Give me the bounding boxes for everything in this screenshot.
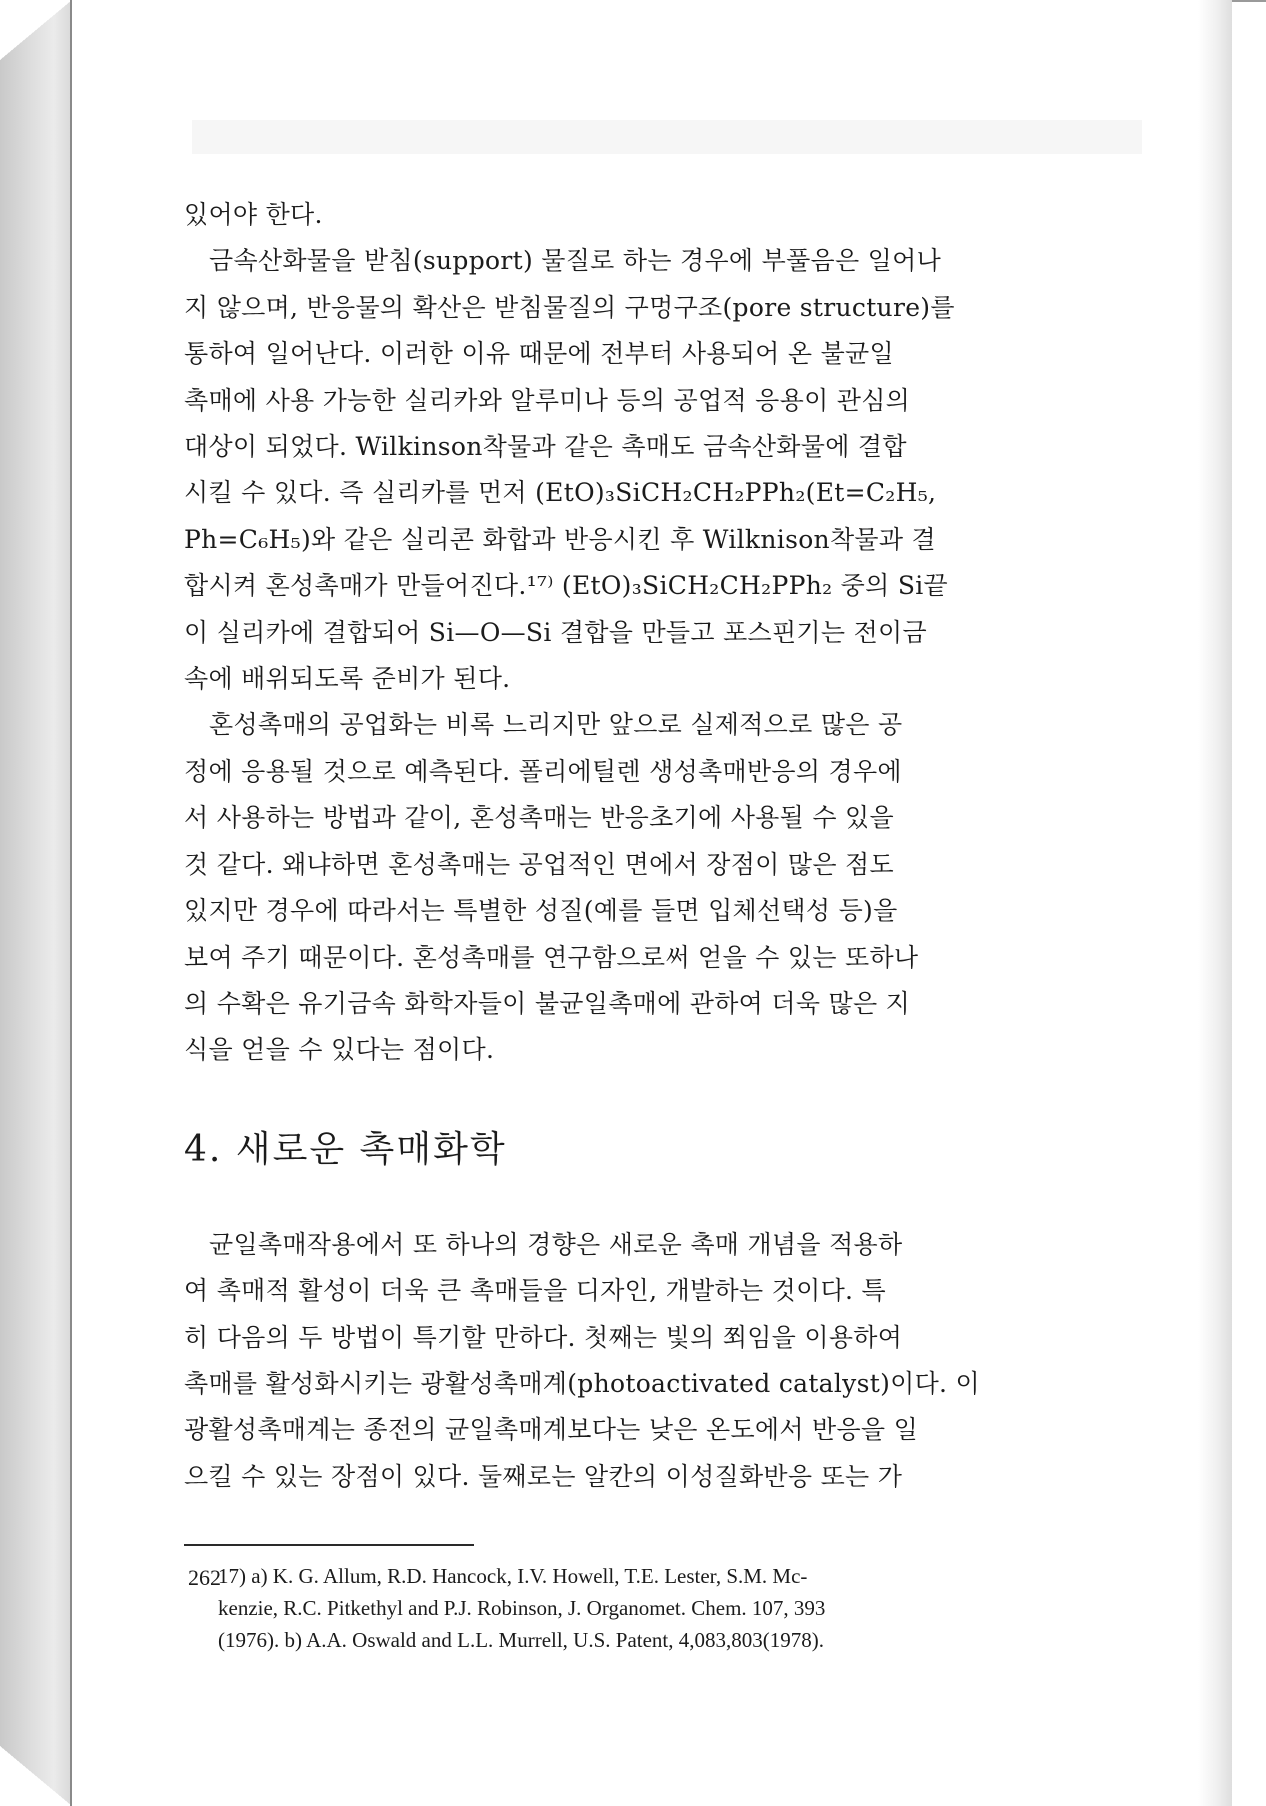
- text-line: 대상이 되었다. Wilkinson착물과 같은 촉매도 금속산화물에 결합: [184, 432, 907, 462]
- page-number: 262: [188, 1565, 221, 1590]
- text-line: 것 같다. 왜냐하면 혼성촉매는 공업적인 면에서 장점이 많은 점도: [184, 849, 894, 879]
- text-line: 보여 주기 때문이다. 혼성촉매를 연구함으로써 얻을 수 있는 또하나: [184, 942, 919, 972]
- book-edge-bottom-bevel: [0, 1746, 72, 1806]
- text-line: 의 수확은 유기금속 화학자들이 불균일촉매에 관하여 더욱 많은 지: [184, 988, 911, 1018]
- text-line: 통하여 일어난다. 이러한 이유 때문에 전부터 사용되어 온 불균일: [184, 339, 894, 369]
- book-spine-edge: [0, 0, 72, 1806]
- text-line: 지 않으며, 반응물의 확산은 받침물질의 구멍구조(pore structure)를: [184, 292, 955, 322]
- text-line: 균일촉매작용에서 또 하나의 경향은 새로운 촉매 개념을 적용하: [209, 1229, 903, 1259]
- text-line: 여 촉매적 활성이 더욱 큰 촉매들을 디자인, 개발하는 것이다. 특: [184, 1276, 886, 1306]
- text-line: 광활성촉매계는 종전의 균일촉매계보다는 낮은 온도에서 반응을 일: [184, 1415, 919, 1445]
- text-line: 이 실리카에 결합되어 Si—O—Si 결합을 만들고 포스핀기는 전이금: [184, 617, 927, 647]
- page-right-shadow: [1198, 0, 1232, 1806]
- footnote-rule: [184, 1544, 474, 1546]
- text-line: 금속산화물을 받침(support) 물질로 하는 경우에 부풀음은 일어나: [209, 246, 942, 276]
- paragraph-2: [184, 238, 1082, 702]
- section-heading: 4. 새로운 촉매화학: [184, 1128, 507, 1170]
- text-line: 촉매를 활성화시키는 광활성촉매계(photoactivated catalyst)이다. 이: [184, 1368, 980, 1398]
- paragraph-3: [184, 702, 1082, 1073]
- paragraph-4: [184, 1222, 1082, 1500]
- text-line: Ph=C₆H₅)와 같은 실리콘 화합과 반응시킨 후 Wilknison착물과 결: [184, 524, 937, 554]
- footnote-line: kenzie, R.C. Pitkethyl and P.J. Robinson, J. Organomet. Chem. 107, 393: [218, 1596, 826, 1621]
- text-line: 시킬 수 있다. 즉 실리카를 먼저 (EtO)₃SiCH₂CH₂PPh₂(Et=C₂H₅,: [184, 478, 937, 508]
- text-line: 식을 얻을 수 있다는 점이다.: [184, 1035, 495, 1065]
- text-line: 촉매에 사용 가능한 실리카와 알루미나 등의 공업적 응용이 관심의: [184, 385, 911, 415]
- text-line: 속에 배위되도록 준비가 된다.: [184, 664, 511, 694]
- page-body: [184, 192, 1082, 1656]
- text-line: 혼성촉매의 공업화는 비록 느리지만 앞으로 실제적으로 많은 공: [209, 710, 903, 740]
- page-header-band: [192, 120, 1142, 154]
- text-line: 으킬 수 있는 장점이 있다. 둘째로는 알칸의 이성질화반응 또는 가: [184, 1461, 903, 1491]
- footnote-line: (1976). b) A.A. Oswald and L.L. Murrell, U.S. Patent, 4,083,803(1978).: [218, 1628, 825, 1653]
- text-line: 히 다음의 두 방법이 특기할 만하다. 첫째는 빛의 쬐임을 이용하여: [184, 1322, 903, 1352]
- book-edge-top-bevel: [0, 0, 72, 60]
- text-line: 있지만 경우에 따라서는 특별한 성질(예를 들면 입체선택성 등)을: [184, 896, 898, 926]
- text-line: 합시켜 혼성촉매가 만들어진다.¹⁷⁾ (EtO)₃SiCH₂CH₂PPh₂ 중의 Si끝: [184, 571, 948, 601]
- text-line: 정에 응용될 것으로 예측된다. 폴리에틸렌 생성촉매반응의 경우에: [184, 756, 902, 786]
- paragraph-1: [184, 192, 1082, 238]
- footnotes: [184, 1560, 1082, 1656]
- text-line: 있어야 한다.: [184, 200, 323, 229]
- text-line: 서 사용하는 방법과 같이, 혼성촉매는 반응초기에 사용될 수 있을: [184, 803, 894, 833]
- footnote-line: 17) a) K. G. Allum, R.D. Hancock, I.V. Howell, T.E. Lester, S.M. Mc-: [218, 1564, 808, 1589]
